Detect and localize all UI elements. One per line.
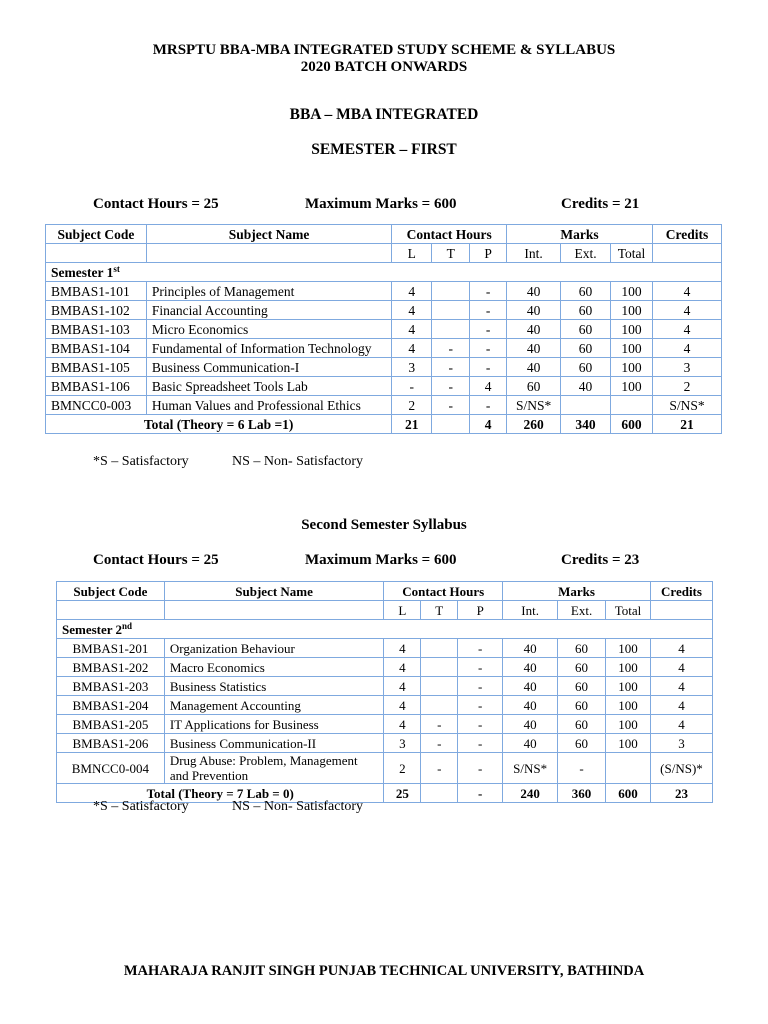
p-cell: 4 xyxy=(470,377,507,396)
credits-cell: 3 xyxy=(650,734,712,753)
col-int: Int. xyxy=(503,601,558,620)
total-cell: 100 xyxy=(611,301,653,320)
header-line-2: 2020 BATCH ONWARDS xyxy=(300,59,468,75)
t-cell xyxy=(432,320,470,339)
l-cell: 4 xyxy=(392,301,432,320)
credits-cell: 2 xyxy=(652,377,721,396)
subject-code-cell: BMBAS1-103 xyxy=(46,320,147,339)
ext-cell: - xyxy=(558,753,606,784)
col-total: Total xyxy=(606,601,651,620)
sem2-credits: Credits = 23 xyxy=(561,552,640,568)
ext-cell: 60 xyxy=(561,282,611,301)
p-cell: - xyxy=(470,301,507,320)
total-cell: 100 xyxy=(611,320,653,339)
total-cell: 100 xyxy=(606,696,651,715)
t-cell: - xyxy=(432,358,470,377)
sem2-table xyxy=(56,581,713,803)
subject-code-cell: BMBAS1-204 xyxy=(57,696,165,715)
total-cell: 100 xyxy=(606,734,651,753)
l-cell: 4 xyxy=(384,658,421,677)
t-cell: - xyxy=(421,753,458,784)
subject-code-cell: BMBAS1-201 xyxy=(57,639,165,658)
credits-cell: 3 xyxy=(652,358,721,377)
ext-cell xyxy=(561,396,611,415)
sem2-note-non-satisfactory: NS – Non- Satisfactory xyxy=(232,799,364,814)
int-cell: S/NS* xyxy=(503,753,558,784)
int-cell: S/NS* xyxy=(507,396,561,415)
p-cell: - xyxy=(458,677,503,696)
total-cell: 100 xyxy=(606,658,651,677)
col-credits: Credits xyxy=(652,225,721,244)
table-row xyxy=(46,339,722,358)
credits-cell: 4 xyxy=(650,715,712,734)
table-group-row xyxy=(57,620,713,639)
semester-group-label: Semester 2nd xyxy=(57,620,713,639)
subject-code-cell: BMBAS1-106 xyxy=(46,377,147,396)
col-marks: Marks xyxy=(507,225,653,244)
col-t: T xyxy=(421,601,458,620)
col-credits: Credits xyxy=(650,582,712,601)
t-cell xyxy=(432,282,470,301)
total-cell: 100 xyxy=(611,282,653,301)
t-cell xyxy=(421,658,458,677)
total-cell: 100 xyxy=(611,377,653,396)
t-cell: - xyxy=(421,734,458,753)
p-cell: - xyxy=(458,696,503,715)
sem2-body xyxy=(57,639,713,784)
total-cell xyxy=(606,753,651,784)
int-cell: 40 xyxy=(507,301,561,320)
col-p: P xyxy=(470,244,507,263)
total-cell: 100 xyxy=(606,639,651,658)
total-cell: 100 xyxy=(611,339,653,358)
ext-cell: 60 xyxy=(561,320,611,339)
subject-name-cell: Financial Accounting xyxy=(146,301,391,320)
subject-name-cell: Principles of Management xyxy=(146,282,391,301)
l-cell: 4 xyxy=(384,715,421,734)
table-total-row: Total (Theory = 7 Lab = 0) 25 - 240 360 600 23 xyxy=(57,784,713,803)
subject-code-cell: BMBAS1-101 xyxy=(46,282,147,301)
ext-cell: 60 xyxy=(561,339,611,358)
ext-cell: 60 xyxy=(558,696,606,715)
l-cell: 2 xyxy=(392,396,432,415)
t-cell: - xyxy=(421,715,458,734)
subject-code-cell: BMNCC0-004 xyxy=(57,753,165,784)
subject-name-cell: Basic Spreadsheet Tools Lab xyxy=(146,377,391,396)
credits-cell: 4 xyxy=(650,677,712,696)
p-cell: - xyxy=(458,715,503,734)
table-row xyxy=(46,358,722,377)
ext-cell: 60 xyxy=(558,677,606,696)
sem1-note-satisfactory: *S – Satisfactory xyxy=(93,454,189,469)
subject-name-cell: Business Statistics xyxy=(164,677,384,696)
subject-code-cell: BMBAS1-203 xyxy=(57,677,165,696)
p-cell: - xyxy=(458,658,503,677)
t-cell: - xyxy=(432,339,470,358)
p-cell: - xyxy=(470,396,507,415)
subject-code-cell: BMBAS1-206 xyxy=(57,734,165,753)
col-int: Int. xyxy=(507,244,561,263)
subject-name-cell: Micro Economics xyxy=(146,320,391,339)
l-cell: - xyxy=(392,377,432,396)
table-subheader-row xyxy=(57,601,713,620)
p-cell: - xyxy=(470,282,507,301)
sem2-max-marks: Maximum Marks = 600 xyxy=(305,552,457,568)
l-cell: 4 xyxy=(384,677,421,696)
sem1-contact-hours: Contact Hours = 25 xyxy=(93,196,219,212)
int-cell: 40 xyxy=(507,320,561,339)
total-label: Total (Theory = 6 Lab =1) xyxy=(46,415,392,434)
int-cell: 40 xyxy=(503,658,558,677)
subject-name-cell: Drug Abuse: Problem, Management and Prevention xyxy=(164,753,384,784)
table-row xyxy=(57,639,713,658)
t-cell xyxy=(421,696,458,715)
subject-name-cell: IT Applications for Business xyxy=(164,715,384,734)
ext-cell: 60 xyxy=(558,639,606,658)
l-cell: 4 xyxy=(392,282,432,301)
l-cell: 3 xyxy=(392,358,432,377)
int-cell: 40 xyxy=(503,696,558,715)
sem1-max-marks: Maximum Marks = 600 xyxy=(305,196,457,212)
col-marks: Marks xyxy=(503,582,651,601)
table-row xyxy=(57,696,713,715)
col-subject-name: Subject Name xyxy=(164,582,384,601)
credits-cell: 4 xyxy=(650,696,712,715)
col-l: L xyxy=(392,244,432,263)
table-row xyxy=(57,677,713,696)
total-cell xyxy=(611,396,653,415)
t-cell xyxy=(421,639,458,658)
p-cell: - xyxy=(470,320,507,339)
sem1-body xyxy=(46,282,722,415)
ext-cell: 40 xyxy=(561,377,611,396)
subject-code-cell: BMBAS1-102 xyxy=(46,301,147,320)
ext-cell: 60 xyxy=(561,301,611,320)
semester-group-label: Semester 1st xyxy=(46,263,722,282)
credits-cell: 4 xyxy=(650,658,712,677)
semester-title: SEMESTER – FIRST xyxy=(311,141,457,158)
table-total-row: Total (Theory = 6 Lab =1) 21 4 260 340 600 21 xyxy=(46,415,722,434)
sem1-credits: Credits = 21 xyxy=(561,196,640,212)
ext-cell: 60 xyxy=(558,715,606,734)
credits-cell: 4 xyxy=(652,320,721,339)
l-cell: 4 xyxy=(384,696,421,715)
university-footer: MAHARAJA RANJIT SINGH PUNJAB TECHNICAL UNIVERSITY, BATHINDA xyxy=(123,963,645,979)
table-header-row xyxy=(57,582,713,601)
int-cell: 40 xyxy=(503,715,558,734)
int-cell: 40 xyxy=(507,282,561,301)
int-cell: 40 xyxy=(503,639,558,658)
int-cell: 40 xyxy=(507,358,561,377)
ext-cell: 60 xyxy=(558,734,606,753)
table-row xyxy=(57,734,713,753)
l-cell: 4 xyxy=(384,639,421,658)
l-cell: 2 xyxy=(384,753,421,784)
t-cell xyxy=(421,677,458,696)
credits-cell: 4 xyxy=(652,301,721,320)
subject-name-cell: Business Communication-II xyxy=(164,734,384,753)
subject-name-cell: Organization Behaviour xyxy=(164,639,384,658)
col-subject-code: Subject Code xyxy=(46,225,147,244)
col-subject-code: Subject Code xyxy=(57,582,165,601)
col-contact-hours: Contact Hours xyxy=(384,582,503,601)
p-cell: - xyxy=(458,639,503,658)
ext-cell: 60 xyxy=(558,658,606,677)
int-cell: 60 xyxy=(507,377,561,396)
table-row xyxy=(57,715,713,734)
subject-code-cell: BMBAS1-105 xyxy=(46,358,147,377)
sem2-title: Second Semester Syllabus xyxy=(301,517,467,533)
table-row xyxy=(57,658,713,677)
total-cell: 100 xyxy=(606,677,651,696)
sem2-contact-hours: Contact Hours = 25 xyxy=(93,552,219,568)
subject-code-cell: BMBAS1-202 xyxy=(57,658,165,677)
credits-cell: (S/NS)* xyxy=(650,753,712,784)
program-title: BBA – MBA INTEGRATED xyxy=(289,106,479,123)
credits-cell: 4 xyxy=(652,282,721,301)
table-row xyxy=(46,396,722,415)
table-row xyxy=(46,301,722,320)
p-cell: - xyxy=(458,753,503,784)
table-group-row xyxy=(46,263,722,282)
l-cell: 4 xyxy=(392,339,432,358)
int-cell: 40 xyxy=(507,339,561,358)
sem1-table xyxy=(45,224,722,434)
subject-name-cell: Business Communication-I xyxy=(146,358,391,377)
t-cell xyxy=(432,301,470,320)
ext-cell: 60 xyxy=(561,358,611,377)
total-cell: 100 xyxy=(611,358,653,377)
col-l: L xyxy=(384,601,421,620)
credits-cell: 4 xyxy=(652,339,721,358)
t-cell: - xyxy=(432,396,470,415)
col-ext: Ext. xyxy=(558,601,606,620)
document-header xyxy=(0,42,768,76)
credits-cell: 4 xyxy=(650,639,712,658)
table-header-row xyxy=(46,225,722,244)
col-contact-hours: Contact Hours xyxy=(392,225,507,244)
p-cell: - xyxy=(458,734,503,753)
total-cell: 100 xyxy=(606,715,651,734)
subject-code-cell: BMNCC0-003 xyxy=(46,396,147,415)
subject-code-cell: BMBAS1-104 xyxy=(46,339,147,358)
col-subject-name: Subject Name xyxy=(146,225,391,244)
subject-name-cell: Macro Economics xyxy=(164,658,384,677)
int-cell: 40 xyxy=(503,734,558,753)
t-cell: - xyxy=(432,377,470,396)
subject-code-cell: BMBAS1-205 xyxy=(57,715,165,734)
header-line-1: MRSPTU BBA-MBA INTEGRATED STUDY SCHEME & SYLLABUS xyxy=(152,42,616,58)
l-cell: 3 xyxy=(384,734,421,753)
table-row xyxy=(46,282,722,301)
total-label: Total (Theory = 7 Lab = 0) xyxy=(57,784,384,803)
sem2-note-satisfactory: *S – Satisfactory xyxy=(93,799,189,814)
table-row xyxy=(57,753,713,784)
int-cell: 40 xyxy=(503,677,558,696)
table-row xyxy=(46,320,722,339)
subject-name-cell: Human Values and Professional Ethics xyxy=(146,396,391,415)
table-subheader-row xyxy=(46,244,722,263)
credits-cell: S/NS* xyxy=(652,396,721,415)
col-t: T xyxy=(432,244,470,263)
col-total: Total xyxy=(611,244,653,263)
col-p: P xyxy=(458,601,503,620)
l-cell: 4 xyxy=(392,320,432,339)
table-row xyxy=(46,377,722,396)
col-ext: Ext. xyxy=(561,244,611,263)
p-cell: - xyxy=(470,339,507,358)
p-cell: - xyxy=(470,358,507,377)
subject-name-cell: Fundamental of Information Technology xyxy=(146,339,391,358)
subject-name-cell: Management Accounting xyxy=(164,696,384,715)
sem1-note-non-satisfactory: NS – Non- Satisfactory xyxy=(232,454,364,469)
